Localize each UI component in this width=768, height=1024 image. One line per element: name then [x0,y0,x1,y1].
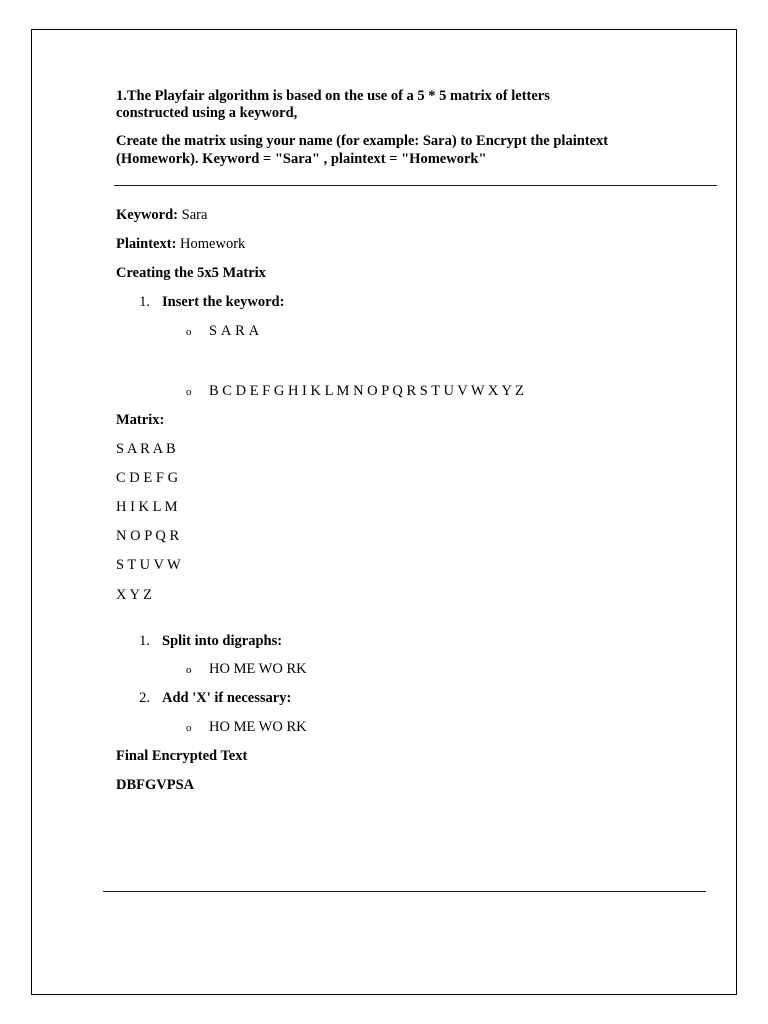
bullet-icon: o [186,722,192,734]
step1-number: 1. [139,294,150,310]
split-number: 1. [139,633,150,649]
matrix-row: X Y Z [116,587,152,603]
plaintext-line [116,236,245,253]
matrix-row: C D E F G [116,470,179,486]
step1-label: Insert the keyword: [162,294,285,310]
split-value: HO ME WO RK [209,661,307,677]
keyword-letters: S A R A [209,323,260,339]
plaintext-label: Plaintext: [116,236,177,252]
matrix-row: H I K L M [116,499,178,515]
matrix-label: Matrix: [116,412,165,428]
addx-label: Add 'X' if necessary: [162,690,292,706]
matrix-row: N O P Q R [116,528,180,544]
creating-matrix-heading: Creating the 5x5 Matrix [116,265,266,281]
question-line-4: (Homework). Keyword = "Sara" , plaintext = "Homework" [116,151,487,167]
question-line-3: Create the matrix using your name (for example: Sara) to Encrypt the plaintext [116,133,609,149]
bullet-icon: o [186,326,192,338]
bottom-divider [103,891,706,892]
addx-number: 2. [139,690,150,706]
split-label: Split into digraphs: [162,633,283,649]
question-line-1: 1.The Playfair algorithm is based on the use of a 5 * 5 matrix of letters [116,88,550,104]
keyword-label: Keyword: [116,207,179,223]
plaintext-value: Homework [180,236,246,252]
bullet-icon: o [186,386,192,398]
keyword-value: Sara [181,207,208,223]
top-divider [114,185,717,186]
addx-value: HO ME WO RK [209,719,307,735]
keyword-line [116,207,207,224]
bullet-icon: o [186,664,192,676]
question-line-2: constructed using a keyword, [116,105,298,121]
final-encrypted-label: Final Encrypted Text [116,748,248,764]
remaining-letters: B C D E F G H I K L M N O P Q R S T U V W X Y Z [209,383,524,399]
matrix-row: S T U V W [116,557,181,573]
final-encrypted-value: DBFGVPSA [116,777,195,793]
matrix-row: S A R A B [116,441,176,457]
